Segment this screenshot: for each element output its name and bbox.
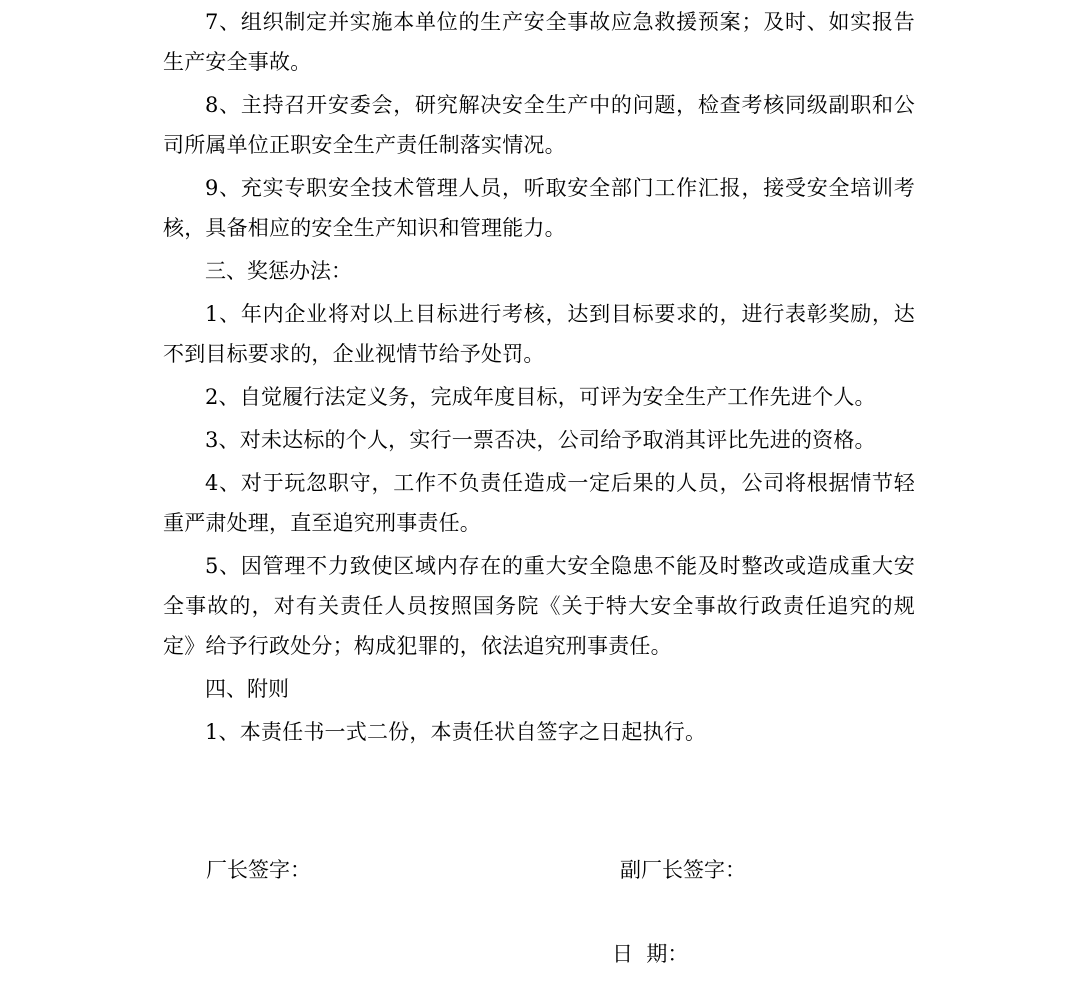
clause-7: 7、组织制定并实施本单位的生产安全事故应急救援预案；及时、如实报告生产安全事故。	[163, 10, 915, 74]
reward-clause-1: 1、年内企业将对以上目标进行考核，达到目标要求的，进行表彰奖励，达不到目标要求的，企业视情节给予处罚。	[163, 302, 915, 366]
reward-clause-4: 4、对于玩忽职守，工作不负责任造成一定后果的人员，公司将根据情节轻重严肃处理，直至追究刑事责任。	[163, 471, 915, 535]
clause-8: 8、主持召开安委会，研究解决安全生产中的问题，检查考核同级副职和公司所属单位正职安全生产责任制落实情况。	[163, 93, 915, 157]
reward-clause-5: 5、因管理不力致使区域内存在的重大安全隐患不能及时整改或造成重大安全事故的，对有关责任人员按照国务院《关于特大安全事故行政责任追究的规定》给予行政处分；构成犯罪的，依法追究刑事责任。	[163, 554, 915, 658]
section-heading-appendix: 四、附则	[205, 677, 289, 701]
appendix-clause-1: 1、本责任书一式二份，本责任状自签字之日起执行。	[205, 720, 707, 744]
document-body	[163, 2, 915, 755]
deputy-director-signature-label: 副厂长签字：	[620, 858, 746, 882]
date-label: 日 期：	[612, 942, 689, 966]
section-heading-rewards: 三、奖惩办法：	[205, 259, 352, 283]
factory-director-signature-label: 厂长签字：	[206, 858, 311, 882]
reward-clause-2: 2、自觉履行法定义务，完成年度目标，可评为安全生产工作先进个人。	[205, 385, 876, 409]
clause-9: 9、充实专职安全技术管理人员，听取安全部门工作汇报，接受安全培训考核，具备相应的安全生产知识和管理能力。	[163, 176, 915, 240]
reward-clause-3: 3、对未达标的个人，实行一票否决，公司给予取消其评比先进的资格。	[205, 428, 876, 452]
